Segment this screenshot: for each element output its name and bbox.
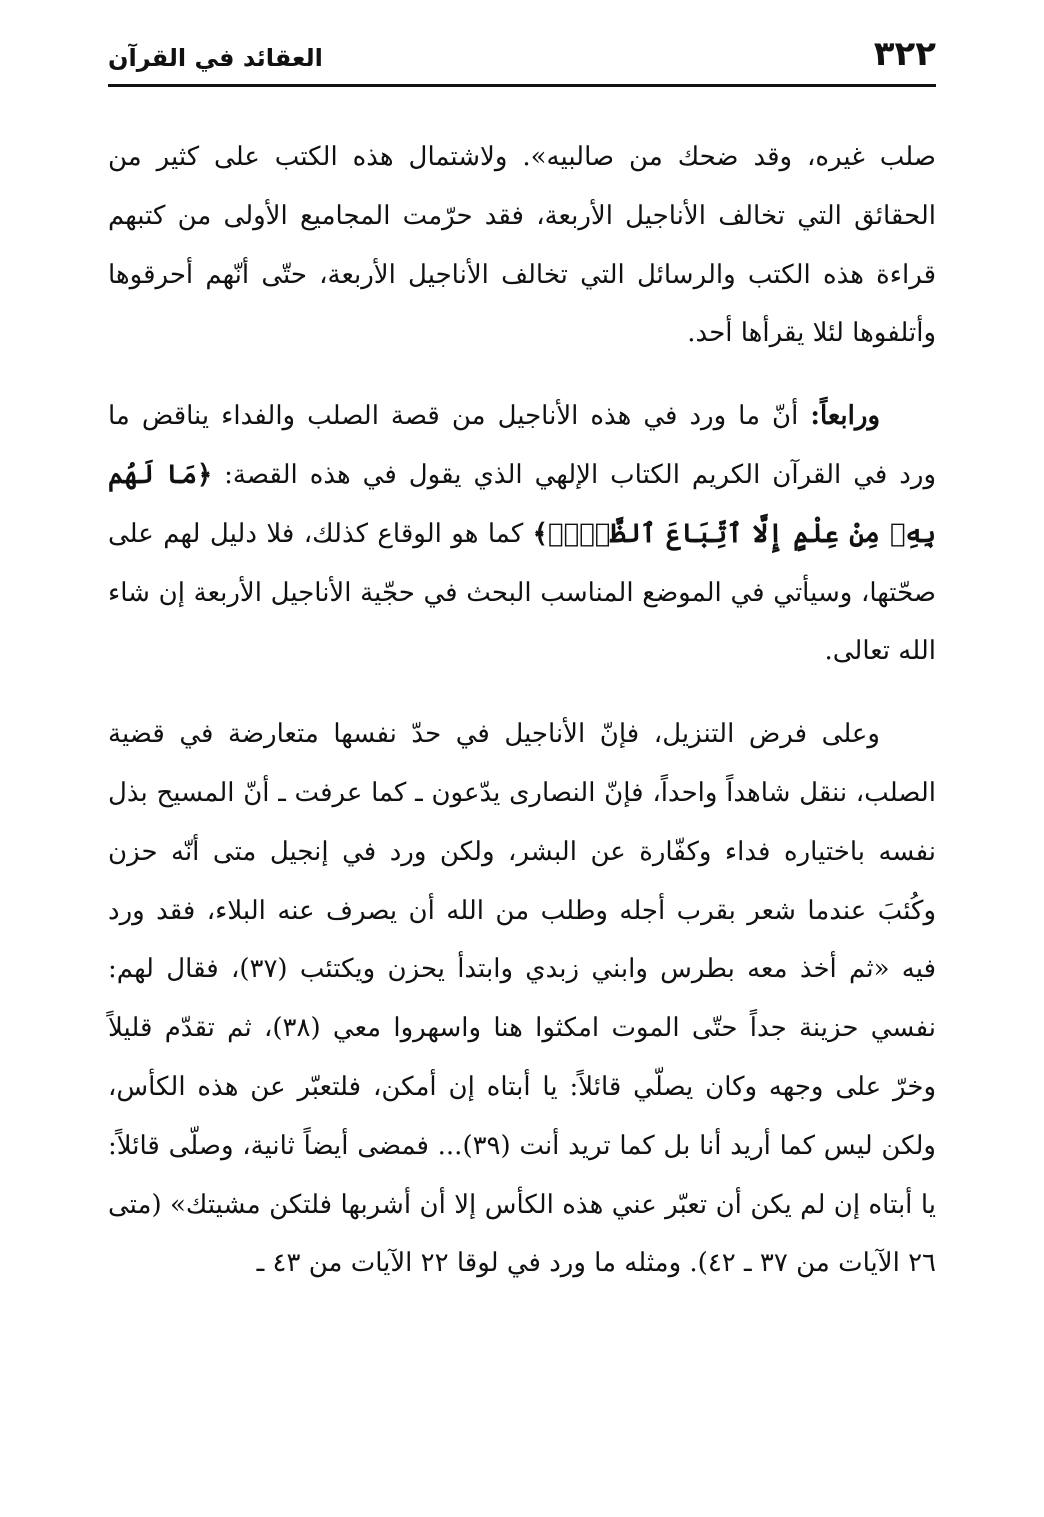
- paragraph-1: صلب غيره، وقد ضحك من صالبيه». ولاشتمال هذه الكتب على كثير من الحقائق التي تخالف الأناجيل الأربعة، فقد حرّمت المجاميع الأولى من كتبهم قراءة هذه الكتب والرسائل التي تخالف الأناجيل الأربعة، حتّى أنّهم أحرقوها وأتلفوها لئلا يقرأها أحد.: [108, 142, 936, 349]
- running-title: العقائد في القرآن: [108, 44, 323, 72]
- paragraph-2-lead: ورابعاً:: [810, 401, 880, 432]
- paragraph-3: وعلى فرض التنزيل، فإنّ الأناجيل في حدّ نفسها متعارضة في قضية الصلب، ننقل شاهداً واحداً، فإنّ النصارى يدّعون ـ كما عرفت ـ أنّ المسيح بذل نفسه باختياره فداء وكفّارة عن البشر، ولكن ورد في إنجيل متى أنّه حزن وكُئبَ عندما شعر بقرب أجله وطلب من الله أن يصرف عنه البلاء، فقد ورد فيه «ثم أخذ معه بطرس وابني زبدي وابتدأ يحزن ويكتئب (٣٧)، فقال لهم: نفسي حزينة جداً حتّى الموت امكثوا هنا واسهروا معي (٣٨)، ثم تقدّم قليلاً وخرّ على وجهه وكان يصلّي قائلاً: يا أبتاه إن أمكن، فلتعبّر عن هذه الكأس، ولكن ليس كما أريد أنا بل كما تريد أنت (٣٩)... فمضى أيضاً ثانية، وصلّى قائلاً: يا أبتاه إن لم يكن أن تعبّر عني هذه الكأس إلا أن أشربها فلتكن مشيتك» (متى ٢٦ الآيات من ٣٧ ـ ٤٢). ومثله ما ورد في لوقا ٢٢ الآيات من ٤٣ ـ: [108, 719, 936, 1279]
- paragraph-2-text-a: أنّ ما ورد في هذه الأناجيل من قصة الصلب والفداء يناقض ما ورد في القرآن الكريم الكتاب الإلهي الذي يقول في هذه القصة:: [108, 401, 936, 490]
- page-number: ٣٢٢: [873, 34, 936, 74]
- quran-verse: ﴿مَا لَهُم بِهِۦ مِنْ عِلْمٍ إِلَّا ٱتِّبَاعَ ٱلظَّنِّۚ﴾: [108, 459, 936, 549]
- paragraph-2: [108, 387, 936, 681]
- page-header: [108, 32, 936, 87]
- body-text: [108, 128, 936, 1293]
- paragraph-2-text-b: كما هو الوقاع كذلك، فلا دليل لهم على صحّتها، وسيأتي في الموضع المناسب البحث في حجّية الأناجيل الأربعة إن شاء الله تعالى.: [108, 518, 936, 667]
